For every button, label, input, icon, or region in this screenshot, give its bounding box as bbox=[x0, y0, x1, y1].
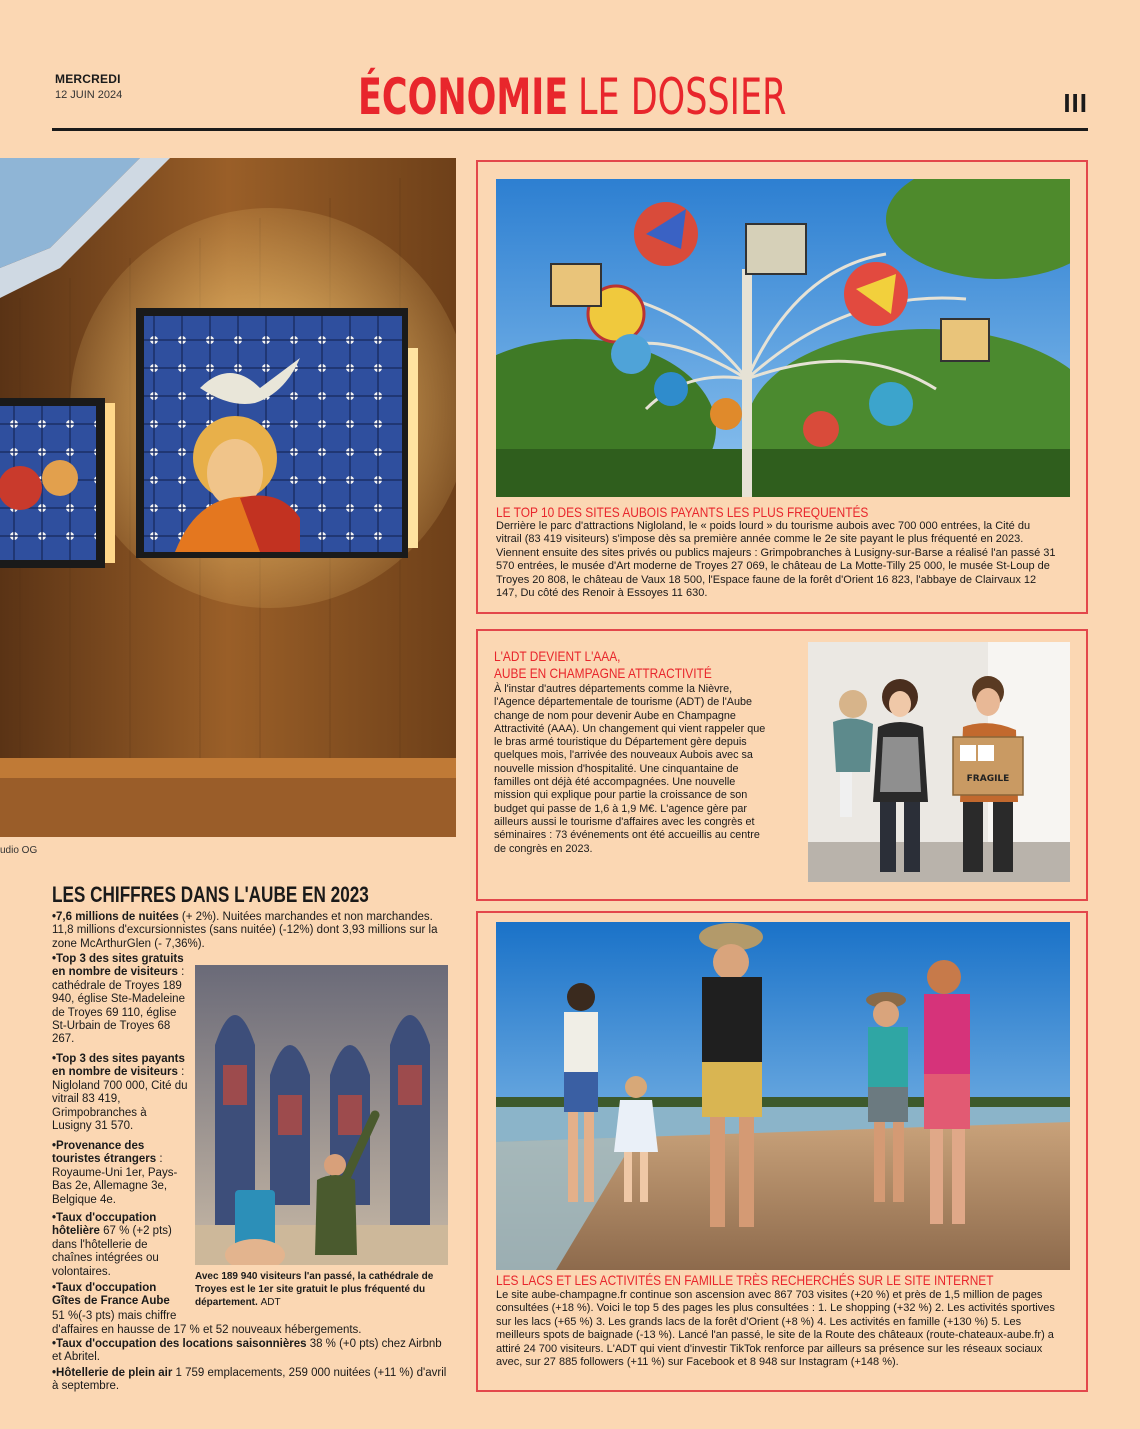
stat-hotel-label: •Taux d'occupation hôtelière bbox=[52, 1212, 157, 1238]
cathedral-illustration bbox=[195, 965, 448, 1265]
stained-glass-photo bbox=[0, 158, 456, 837]
top10-article-box bbox=[476, 160, 1088, 614]
section-name: ÉCONOMIE bbox=[358, 68, 569, 126]
stat-plein-air-text: 1 759 emplacements, 259 000 nuitées (+11 %) d'avril à septembre. bbox=[52, 1367, 447, 1393]
lacs-body: Le site aube-champagne.fr continue son ascension avec 867 703 visites (+20 %) et près de 1,5 million de pages consultées (+18 %). Voici le top 5 des pages les plus consultées : 1. Le shopping (+32 %) 2. Les activités sportives sur les lacs (+65 %) 3. Les grands lacs de la forêt d'Orient (+8 %) 4. Les activités en famille (+130 %) 5. Les meilleurs spots de baignade (-13 %). Lancé l'an passé, le site de la Route des châteaux (route-chateaux-aube.fr) a attiré 24 700 visiteurs. L'ADT qui vient d'investir TikTok renforce par ailleurs sa présence sur les réseaux sociaux avec, sur 27 885 followers (+11 %) sur Facebook et 8 948 sur Instagram (+148 %). bbox=[496, 1289, 1055, 1369]
stat-provenance bbox=[52, 1140, 188, 1207]
lacs-article-box bbox=[476, 911, 1088, 1392]
stat-provenance-text: : Royaume-Uni 1er, Pays-Bas 2e, Allemagne 3e, Belgique 4e. bbox=[52, 1153, 178, 1206]
header-date: 12 JUIN 2024 bbox=[55, 89, 123, 101]
page-number: III bbox=[1063, 88, 1088, 118]
stat-gites-values-2 bbox=[52, 1324, 452, 1337]
cathedral-photo bbox=[195, 965, 448, 1265]
stat-gites-text-b: d'affaires en hausse de 17 % et 52 nouveaux hébergements. bbox=[52, 1324, 362, 1336]
carousel-photo bbox=[496, 179, 1070, 497]
stat-plein-air-label: •Hôtellerie de plein air bbox=[52, 1367, 173, 1379]
stat-nuitees-text: (+ 2%). Nuitées marchandes et non marchandes. 11,8 millions d'excursionnistes (sans nuitée) (-12%) dont 3,93 millions sur la zone McArthurGlen (- 7,36%). bbox=[52, 911, 438, 950]
top10-heading: LE TOP 10 DES SITES AUBOIS PAYANTS LES PLUS FREQUENTÉS bbox=[496, 504, 869, 520]
stat-gites bbox=[52, 1282, 188, 1309]
stat-payants bbox=[52, 1053, 188, 1133]
stat-hotel bbox=[52, 1212, 188, 1279]
carousel-illustration bbox=[496, 179, 1070, 497]
beach-illustration bbox=[496, 922, 1070, 1270]
lacs-heading: LES LACS ET LES ACTIVITÉS EN FAMILLE TRÈS RECHERCHÉS SUR LE SITE INTERNET bbox=[496, 1272, 994, 1288]
stat-saison-text: 38 % (+0 pts) chez Airbnb et Abritel. bbox=[52, 1338, 442, 1364]
adt-heading-line1: L'ADT DEVIENT L'AAA, bbox=[494, 648, 621, 664]
top10-body: Derrière le parc d'attractions Nigloland, le « poids lourd » du tourisme aubois avec 700 000 entrées, la Cité du vitrail (83 419 visiteurs) s'impose dès sa première année comme le 2e site payant le plus fréquenté en 2023. Viennent ensuite des sites privés ou publics majeurs : Grimpobranches à Lusigny-sur-Barse a réalisé l'an passé 31 570 entrées, le musée d'Art moderne de Troyes 27 069, le château de La Motte-Tilly 25 000, le musée St-Loup de Troyes 20 808, le château de Vaux 18 500, l'Espace faune de la forêt d'Orient 16 823, l'abbaye de Clairvaux 12 147, Du côté des Renoir à Essoyes 11 630. bbox=[496, 520, 1056, 600]
subsection-name: LE DOSSIER bbox=[577, 68, 787, 126]
cathedral-caption-text: Avec 189 940 visiteurs l'an passé, la cathédrale de Troyes est le 1er site gratuit le plus fréquenté du département. bbox=[195, 1271, 434, 1308]
stat-gites-values bbox=[52, 1310, 452, 1323]
stat-plein-air bbox=[52, 1367, 452, 1394]
family-moving-photo bbox=[808, 642, 1070, 882]
header-weekday: MERCREDI bbox=[55, 72, 121, 86]
adt-body: À l'instar d'autres départements comme la Nièvre, l'Agence départementale de tourisme (ADT) de l'Aube change de nom pour devenir Aube en Champagne Attractivité (AAA). Un changement qui vient rappeler que le bras armé touristique du Département gère depuis quelques mois, l'arrivée des nouveaux Aubois avec sa nouvelle mission d'hospitalité. Une cinquantaine de familles ont déjà été accompagnées. Une nouvelle mission qui explique pour partie la croissance de son budget qui passe de 1,6 à 1,9 M€. L'agence gère par ailleurs aussi le tourisme d'affaires avec les congrès et séminaires : 73 événements ont été accueillis au centre de congrès en 2023. bbox=[494, 683, 766, 855]
stat-nuitees-label: •7,6 millions de nuitées bbox=[52, 911, 179, 923]
stat-hotel-text: 67 % (+2 pts) dans l'hôtellerie de chaînes intégrées ou volontaires. bbox=[52, 1225, 172, 1278]
stats-title: LES CHIFFRES DANS L'AUBE EN 2023 bbox=[52, 882, 369, 907]
cathedral-caption bbox=[195, 1270, 450, 1309]
stat-payants-label: •Top 3 des sites payants en nombre de visiteurs bbox=[52, 1053, 185, 1079]
stat-provenance-label: •Provenance des touristes étrangers bbox=[52, 1140, 157, 1166]
box-fragile-label: FRAGILE bbox=[966, 774, 1010, 784]
stat-gratuits bbox=[52, 953, 188, 1047]
stat-gites-label: •Taux d'occupation Gîtes de France Aube bbox=[52, 1282, 170, 1308]
header-rule bbox=[52, 128, 1088, 131]
stat-payants-text: : Nigloland 700 000, Cité du vitrail 83 419, Grimpobranches à Lusigny 31 570. bbox=[52, 1066, 188, 1133]
cathedral-caption-credit: ADT bbox=[260, 1297, 281, 1308]
stat-gratuits-text: : cathédrale de Troyes 189 940, église Ste-Madeleine de Troyes 69 110, église St-Urbain de Troyes 68 267. bbox=[52, 966, 185, 1046]
stat-nuitees bbox=[52, 911, 452, 951]
adt-heading-line2: AUBE EN CHAMPAGNE ATTRACTIVITÉ bbox=[494, 665, 712, 681]
stat-gites-text-a: 51 %(-3 pts) mais chiffre bbox=[52, 1310, 177, 1322]
family-illustration bbox=[808, 642, 1070, 882]
stat-saison-label: •Taux d'occupation des locations saisonnières bbox=[52, 1338, 307, 1350]
stained-glass-illustration bbox=[0, 158, 456, 837]
stat-saison bbox=[52, 1338, 452, 1365]
beach-family-photo bbox=[496, 922, 1070, 1270]
photo-credit: udio OG bbox=[0, 845, 38, 856]
adt-article-box bbox=[476, 629, 1088, 901]
stat-gratuits-label: •Top 3 des sites gratuits en nombre de visiteurs bbox=[52, 953, 184, 979]
page-title bbox=[358, 70, 786, 124]
